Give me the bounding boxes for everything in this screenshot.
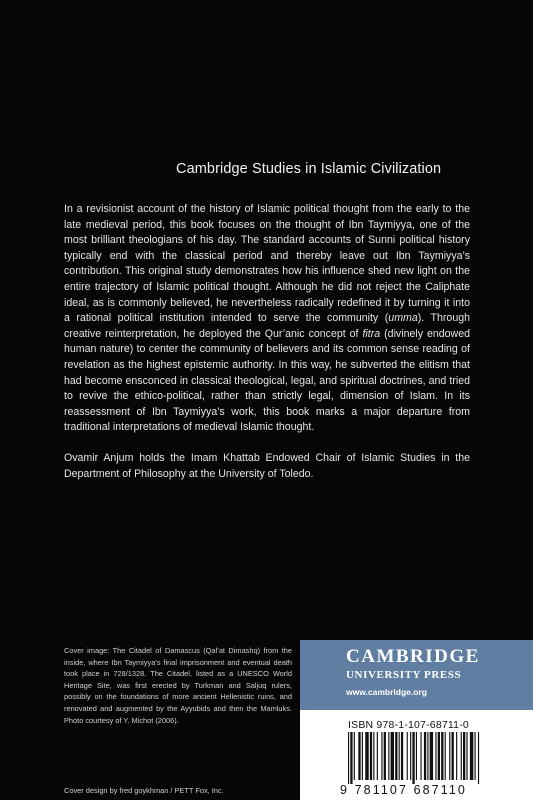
barcode-bar: [435, 732, 436, 780]
barcode-bar: [475, 732, 476, 780]
barcode-bar: [445, 732, 446, 780]
barcode-bar: [358, 732, 360, 780]
barcode-bar: [365, 732, 368, 780]
barcode-bar: [456, 732, 457, 780]
barcode-bar: [461, 732, 462, 780]
barcode-bar: [407, 732, 408, 780]
barcode-bar: [412, 732, 414, 784]
barcode-bar: [388, 732, 389, 780]
barcode-bar: [466, 732, 467, 780]
barcode-bar: [441, 732, 443, 780]
barcode-bar: [452, 732, 454, 780]
barcode-bar: [391, 732, 394, 780]
barcode-bar: [350, 732, 352, 784]
cover-image-credit: Cover image: The Citadel of Damascus (Qal’at Dimashq) from the inside, where Ibn Taymiyya’s final imprisonment and eventual death took place in 728/1328. The Citadel, listed as a UNESCO World Heritage Site, was first erected by Turkman and Saljuq rulers, possibly on the foundations of more ancient Hellenistic ruins, and renovated and augmented by the Ayyubids and then the Mamluks. Photo courtesy of Y. Michot (2006).: [64, 646, 292, 725]
publisher-url: www.cambridge.org: [346, 687, 427, 697]
isbn-label: ISBN 978-1-107-68711-0: [348, 719, 469, 731]
barcode-panel: [300, 710, 533, 800]
barcode-bar: [427, 732, 428, 780]
barcode-bar: [362, 732, 363, 780]
barcode-icon: [348, 732, 528, 784]
publisher-subtitle: UNIVERSITY PRESS: [346, 669, 462, 681]
barcode-bar: [424, 732, 426, 780]
description-term-umma: umma: [388, 312, 418, 325]
barcode-bar: [410, 732, 411, 780]
series-title: Cambridge Studies in Islamic Civilization: [176, 161, 442, 177]
barcode-bar: [438, 732, 440, 780]
description-term-fitra: fitra: [362, 327, 381, 340]
barcode-bar: [470, 732, 473, 780]
barcode-bar: [399, 732, 400, 780]
description-text: In a revisionist account of the history of Islamic political thought from the early to the late medieval period, this book focuses on the thought of Ibn Taymiyya, one of the most brilliant theologians of his day. The standard accounts of Sunni political history typically end with the classical period and thereby leave out Ibn Taymiyya’s contribution. This original study demonstrates how his influence shed new light on the entire trajectory of Islamic political thought. Although he did not reject the Caliphate ideal, as is commonly believed, he nevertheless radically redefined it by turning it into a rational political institution intended to serve the community (: [64, 203, 470, 325]
barcode-bar: [377, 732, 378, 780]
barcode-bar: [373, 732, 374, 780]
barcode-bar: [401, 732, 403, 780]
barcode-bar: [416, 732, 417, 780]
barcode-bar: [395, 732, 397, 780]
description-text: ). Through creative reinterpretation, he deployed the Qur’anic concept of: [64, 312, 470, 340]
publisher-name: CAMBRIDGE: [346, 646, 480, 667]
barcode-bar: [354, 732, 355, 780]
barcode-bar: [420, 732, 421, 780]
barcode-bar: [463, 732, 465, 780]
barcode-bar: [430, 732, 433, 780]
publisher-panel: [300, 640, 533, 710]
description-text: (divinely endowed human nature) to center the community of believers and its common sense reading of revelation as the highest epistemic authority. In this way, he subverted the elitism that had become ensconced in classical theological, legal, and spiritual doctrines, and tried to revive the ethico-political, rather than strictly legal, dimension of Islam. In its reassessment of Ibn Taymiyya’s work, this book marks a major departure from traditional interpretations of medieval Islamic thought.: [64, 327, 470, 434]
author-bio: Ovamir Anjum holds the Imam Khattab Endowed Chair of Islamic Studies in the Department of Philosophy at the University of Toledo.: [64, 451, 470, 480]
book-description: [64, 202, 470, 482]
barcode-bar: [381, 732, 382, 780]
barcode-digits: 9 781107 687110: [340, 783, 467, 797]
barcode-bar: [370, 732, 372, 780]
barcode-bar: [449, 732, 450, 780]
barcode-bar: [348, 732, 349, 784]
description-paragraph: [64, 202, 470, 436]
barcode-bar: [384, 732, 386, 780]
cover-design-credit: Cover design by fred goykhman / PETT Fox, Inc.: [64, 786, 224, 795]
barcode-bar: [478, 732, 479, 784]
